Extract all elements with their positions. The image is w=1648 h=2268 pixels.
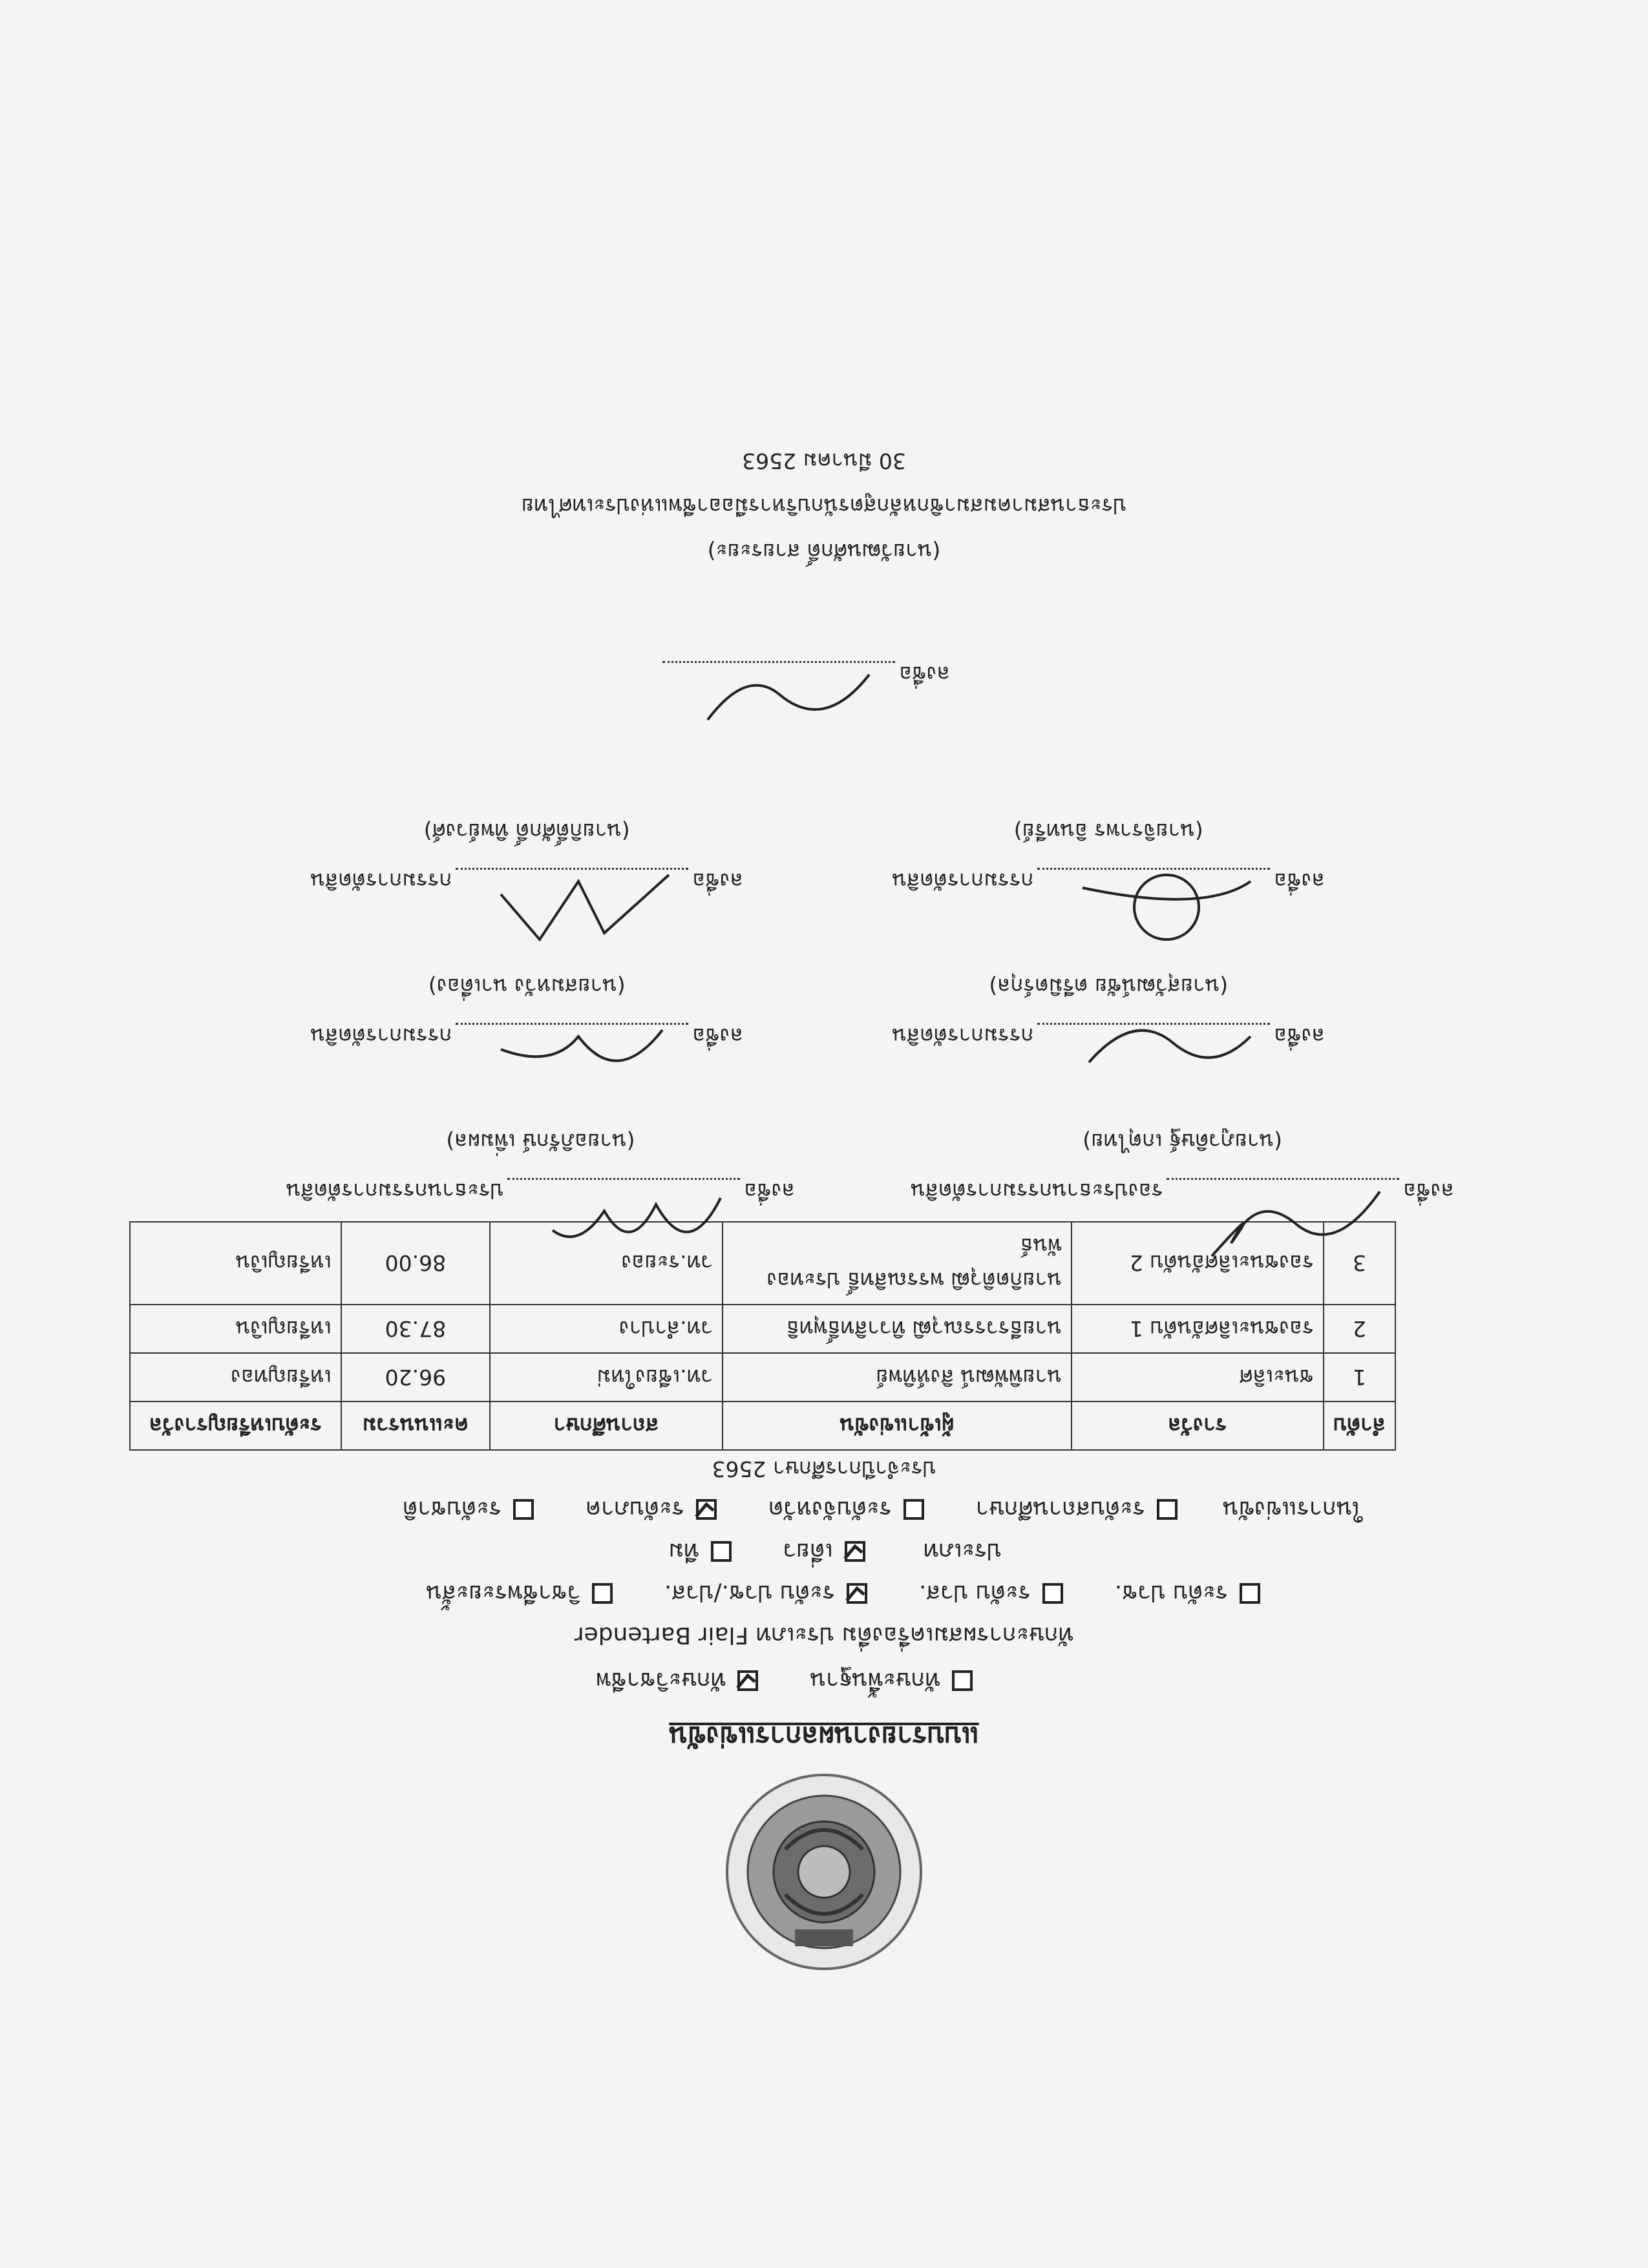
president-role: ประธานสมาคมสมาชิกหลักสูตรนักบริหารมืออาชีพแห่งประเทศไทย — [521, 494, 1127, 519]
checkbox-professional[interactable] — [737, 1671, 758, 1692]
cell-competitor: นายพิพัฒน์ สิงห์ทิพย์ — [723, 1353, 1072, 1402]
handwritten-signature-icon — [488, 862, 682, 952]
type-option-basic[interactable]: ทักษะพื้นฐาน — [810, 1663, 973, 1699]
header-order: ลำดับ — [1324, 1402, 1395, 1450]
signature-line — [1037, 868, 1270, 870]
category-option-team[interactable]: ทีม — [668, 1533, 731, 1570]
cell-competitor: นายธีรวรรณวุฒิ ทิวาสิทธิ์พุทธิ — [723, 1305, 1072, 1353]
form-title: แบบรายงานผลการแข่งขัน — [669, 1721, 979, 1752]
handwritten-signature-icon — [488, 1017, 682, 1095]
checkbox-region[interactable] — [696, 1500, 717, 1520]
academic-year: ประจำปีการศึกษา 2563 — [712, 1456, 936, 1482]
checkbox-level-3[interactable] — [847, 1584, 867, 1604]
checkbox-single[interactable] — [845, 1542, 865, 1562]
signature-line — [456, 868, 688, 870]
document-date: 30 มีนาคม 2563 — [742, 448, 906, 474]
signature-member-2: ลงชื่อ กรรมการตัดสิน (นายสมหวัง นาเดื่อง) — [310, 969, 743, 1053]
cell-award: ชนะเลิศ — [1072, 1353, 1324, 1402]
handwritten-signature-icon — [1070, 1017, 1263, 1095]
checkbox-level-4[interactable] — [592, 1584, 613, 1604]
association-seal-icon — [724, 1772, 924, 1972]
cell-order: 2 — [1324, 1305, 1395, 1353]
level-option-high-vocational[interactable]: ระดับ ปวส. — [919, 1575, 1063, 1612]
header-award: รางวัล — [1072, 1402, 1324, 1450]
table-header-row — [130, 1402, 1395, 1450]
cell-score: 87.30 — [341, 1305, 490, 1353]
checkbox-team[interactable] — [711, 1542, 732, 1562]
cell-medal: เหรียญเงิน — [130, 1305, 341, 1353]
signature-line — [1037, 1023, 1270, 1025]
cell-award: รองชนะเลิศอันดับ 2 — [1072, 1222, 1324, 1305]
checkbox-level-2[interactable] — [1042, 1584, 1063, 1604]
header-school: สถานศึกษา — [490, 1402, 723, 1450]
checkbox-basic[interactable] — [952, 1671, 973, 1692]
signature-chair: ลงชื่อ ประธานกรรมการตัดสิน (นายอภิรักษ์ เพิ่มผล) — [286, 1124, 795, 1208]
competition-option-school[interactable]: ระดับสถานศึกษา — [976, 1491, 1178, 1528]
signature-line — [662, 661, 895, 663]
cell-school: วท.ลำปาง — [490, 1305, 723, 1353]
cell-competitor: นายกิตติวุฒิ พรรณสิทธิ์ ประทองพันธ์ — [723, 1222, 1072, 1305]
signature-president: ลงชื่อ — [659, 657, 950, 691]
checkbox-level-1[interactable] — [1240, 1584, 1260, 1604]
signature-line — [507, 1178, 740, 1180]
signature-member-3: ลงชื่อ กรรมการตัดสิน (นายจิราพร อินทรีย์) — [892, 814, 1325, 898]
cell-school: วท.ระยอง — [490, 1222, 723, 1305]
signature-line — [456, 1023, 688, 1025]
checkbox-national[interactable] — [513, 1500, 534, 1520]
signature-line — [1167, 1178, 1399, 1180]
signature-vice-chair: ลงชื่อ รองประธานกรรมการตัดสิน (นายภูวดิษฐ์ เกตุไทย) — [911, 1124, 1454, 1208]
signature-member-1: ลงชื่อ กรรมการตัดสิน (นายสุวัฒน์ชัย ตรีมิตร์กุล) — [892, 969, 1325, 1053]
level-option-short-course[interactable]: วิชาชีพระยะสั้น — [426, 1575, 613, 1612]
category-label: ประเภท — [923, 1538, 1002, 1564]
cell-score: 96.20 — [341, 1353, 490, 1402]
category-options — [617, 1533, 1002, 1570]
level-options — [374, 1575, 1260, 1612]
cell-score: 86.00 — [341, 1222, 490, 1305]
cell-award: รองชนะเลิศอันดับ 1 — [1072, 1305, 1324, 1353]
type-options — [544, 1663, 973, 1699]
handwritten-signature-icon — [1199, 1172, 1393, 1269]
header-competitor: ผู้เข้าแข่งขัน — [723, 1402, 1072, 1450]
cell-school: วท.เชียงใหม่ — [490, 1353, 723, 1402]
cell-order: 1 — [1324, 1353, 1395, 1402]
cell-medal: เหรียญเงิน — [130, 1222, 341, 1305]
header-score: คะแนนรวม — [341, 1402, 490, 1450]
handwritten-signature-icon — [1070, 862, 1263, 952]
president-name: (นายวัฒนศักดิ์ สายระยะ) — [707, 539, 941, 564]
table-row — [130, 1353, 1395, 1402]
competition-options — [351, 1491, 1364, 1528]
level-option-vocational[interactable]: ระดับ ปวช. — [1115, 1575, 1260, 1612]
competition-option-province[interactable]: ระดับจังหวัด — [768, 1491, 924, 1528]
level-option-both[interactable]: ระดับ ปวช./ปวส. — [664, 1575, 867, 1612]
competition-option-national[interactable]: ระดับชาติ — [403, 1491, 534, 1528]
handwritten-signature-icon — [695, 655, 889, 746]
table-row — [130, 1305, 1395, 1353]
checkbox-school[interactable] — [1157, 1500, 1178, 1520]
checkbox-province[interactable] — [903, 1500, 924, 1520]
category-option-single[interactable]: เดี่ยว — [783, 1533, 865, 1570]
competition-label: ในการแข่งขัน — [1222, 1496, 1364, 1522]
handwritten-signature-icon — [540, 1172, 734, 1269]
cell-medal: เหรียญทอง — [130, 1353, 341, 1402]
competition-option-region[interactable]: ระดับภาค — [586, 1491, 717, 1528]
cell-order: 3 — [1324, 1222, 1395, 1305]
header-medal: ระดับเหรียญรางวัล — [130, 1402, 341, 1450]
signature-member-4: ลงชื่อ กรรมการตัดสิน (นายกิติ์ศักดิ์ ทิพย์วงศ์) — [310, 814, 743, 898]
type-option-professional[interactable]: ทักษะวิชาชีพ — [596, 1663, 759, 1699]
skill-line: ทักษะการผสมเครื่องดื่ม ประเภท Flair Bartender — [574, 1622, 1074, 1648]
